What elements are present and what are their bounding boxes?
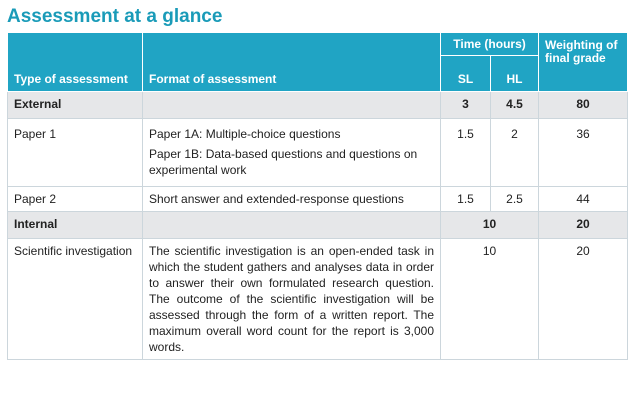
row-format: Short answer and extended-response questions bbox=[143, 187, 441, 212]
row-weight: 44 bbox=[539, 187, 628, 212]
header-time: Time (hours) bbox=[441, 33, 539, 56]
section-row-external bbox=[8, 92, 628, 119]
header-hl: HL bbox=[491, 56, 539, 92]
section-row-internal bbox=[8, 212, 628, 239]
table-row bbox=[8, 187, 628, 212]
section-hl: 4.5 bbox=[491, 92, 539, 119]
section-weight: 80 bbox=[539, 92, 628, 119]
format-line: Paper 1A: Multiple-choice questions bbox=[149, 127, 341, 141]
row-hl: 2.5 bbox=[491, 187, 539, 212]
row-time: 10 bbox=[441, 239, 539, 360]
row-format: The scientific investigation is an open-ended task in which the student gathers and analyses data in order to answer their own formulated research question. The outcome of the scientific investigation will be assessed through the form of a written report. The maximum overall word count for the report is 3,000 words. bbox=[143, 239, 441, 360]
section-label: Internal bbox=[8, 212, 143, 239]
row-type: Scientific investigation bbox=[8, 239, 143, 360]
header-sl: SL bbox=[441, 56, 491, 92]
table-row bbox=[8, 119, 628, 187]
section-sl: 3 bbox=[441, 92, 491, 119]
table-header bbox=[8, 33, 628, 92]
assessment-table bbox=[7, 32, 628, 360]
section-time: 10 bbox=[441, 212, 539, 239]
table-row bbox=[8, 239, 628, 360]
section-weight: 20 bbox=[539, 212, 628, 239]
row-type: Paper 1 bbox=[8, 119, 143, 187]
section-label: External bbox=[8, 92, 143, 119]
header-type: Type of assessment bbox=[8, 33, 143, 92]
row-format bbox=[143, 119, 441, 187]
format-line: Paper 1B: Data-based questions and questions on experimental work bbox=[149, 147, 418, 177]
row-weight: 36 bbox=[539, 119, 628, 187]
header-format: Format of assessment bbox=[143, 33, 441, 92]
row-type: Paper 2 bbox=[8, 187, 143, 212]
row-sl: 1.5 bbox=[441, 119, 491, 187]
row-hl: 2 bbox=[491, 119, 539, 187]
header-weighting: Weighting of final grade bbox=[539, 33, 628, 92]
page-title: Assessment at a glance bbox=[7, 6, 223, 27]
row-sl: 1.5 bbox=[441, 187, 491, 212]
row-weight: 20 bbox=[539, 239, 628, 360]
